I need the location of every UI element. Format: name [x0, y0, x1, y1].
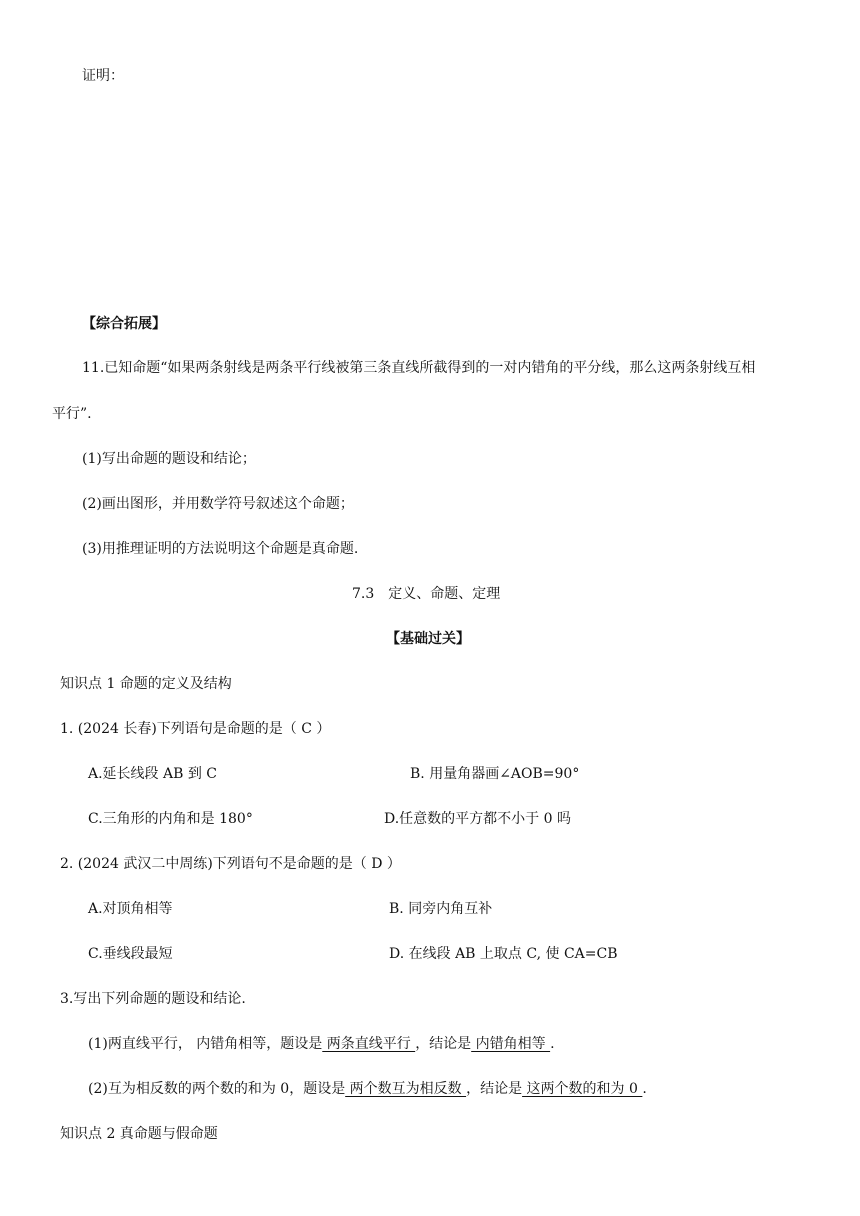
q1-stem: 1. (2024 长春)下列语句是命题的是（ C ） — [60, 721, 331, 737]
q3-sub2-mid: ，结论是 — [466, 1081, 523, 1097]
q3-sub1 — [88, 1034, 555, 1054]
q3-sub1-text: (1)两直线平行， 内错角相等，题设是 — [88, 1036, 323, 1052]
q1-option-d: D.任意数的平方都不小于 0 吗 — [384, 811, 571, 827]
q1-option-a: A.延长线段 AB 到 C — [88, 766, 218, 782]
q3-sub2-answer-conclusion: 这两个数的和为 0 — [522, 1081, 643, 1097]
q3-stem: 3.写出下列命题的题设和结论. — [60, 991, 246, 1007]
q2-stem: 2. (2024 武汉二中周练)下列语句不是命题的是（ D ） — [60, 856, 401, 872]
q11-stem-line1: 11.已知命题“如果两条射线是两条平行线被第三条直线所截得到的一对内错角的平分线，那么这两条射线互相 — [82, 360, 756, 376]
q11-part2: (2)画出图形，并用数学符号叙述这个命题； — [82, 496, 354, 512]
q3-sub1-answer-conclusion: 内错角相等 — [471, 1036, 551, 1052]
section-heading-basic: 【基础过关】 — [386, 631, 470, 647]
proof-label: 证明： — [82, 68, 124, 84]
q3-sub2-end: . — [642, 1081, 647, 1097]
q1-option-c: C.三角形的内角和是 180° — [88, 811, 253, 827]
q2-option-d: D. 在线段 AB 上取点 C, 使 CA=CB — [389, 946, 618, 962]
q3-sub1-mid: ，结论是 — [415, 1036, 472, 1052]
knowledge-point-1: 知识点 1 命题的定义及结构 — [60, 676, 232, 692]
q2-option-b: B. 同旁内角互补 — [389, 901, 493, 917]
q1-option-b: B. 用量角器画∠AOB=90° — [410, 766, 580, 782]
q11-part1: (1)写出命题的题设和结论； — [82, 451, 256, 467]
q3-sub2-answer-hypothesis: 两个数互为相反数 — [345, 1081, 467, 1097]
q3-sub1-answer-hypothesis: 两条直线平行 — [322, 1036, 416, 1052]
q2-option-c: C.垂线段最短 — [88, 946, 173, 962]
knowledge-point-2: 知识点 2 真命题与假命题 — [60, 1126, 218, 1142]
q3-sub2-text: (2)互为相反数的两个数的和为 0，题设是 — [88, 1081, 346, 1097]
q3-sub1-end: . — [550, 1036, 555, 1052]
q11-stem-line2: 平行”. — [52, 406, 92, 422]
q2-option-a: A.对顶角相等 — [88, 901, 173, 917]
q3-sub2 — [88, 1079, 647, 1099]
section-heading-comprehensive: 【综合拓展】 — [82, 316, 166, 332]
q11-part3: (3)用推理证明的方法说明这个命题是真命题. — [82, 541, 359, 557]
lesson-title: 7.3 定义、命题、定理 — [352, 586, 501, 602]
